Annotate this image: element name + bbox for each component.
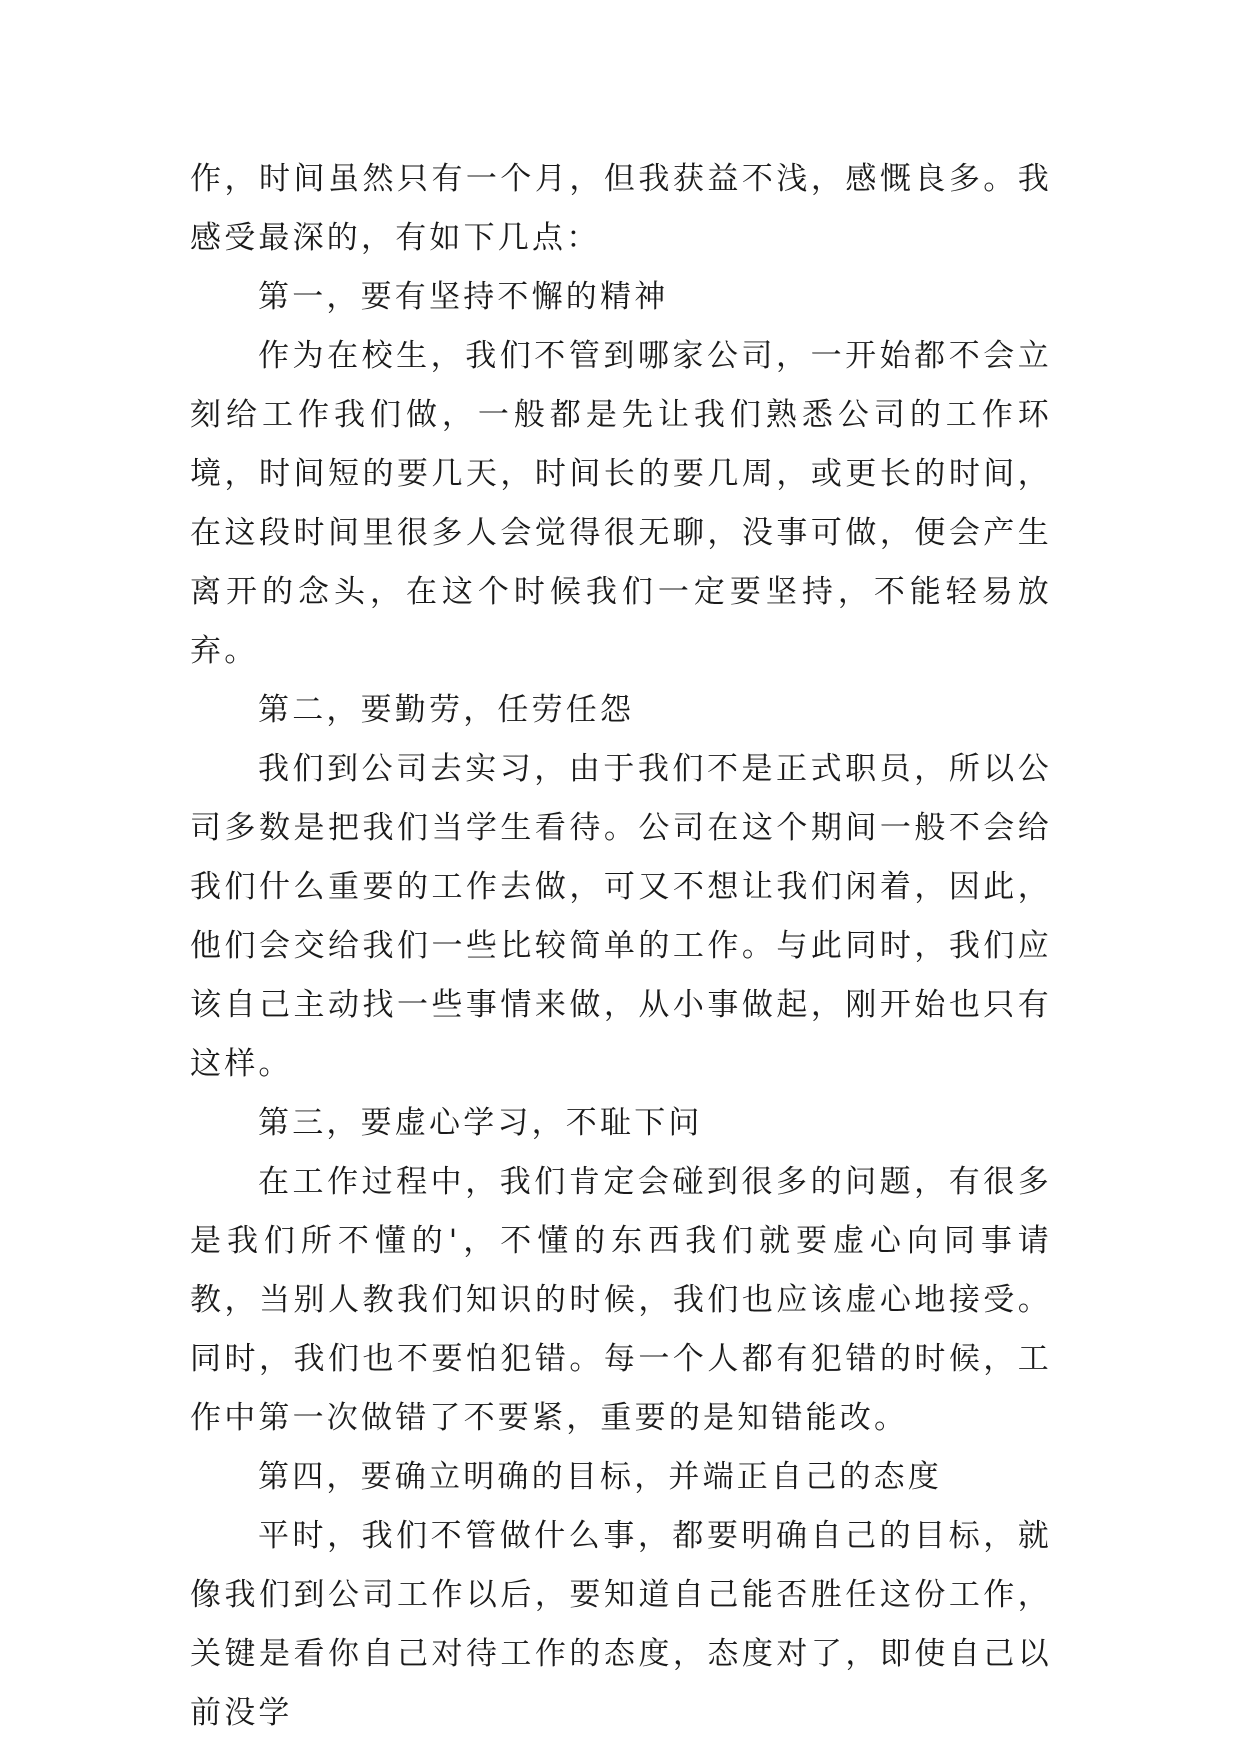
heading-point-two: 第二，要勤劳，任劳任怨 [258, 692, 635, 728]
paragraph-point-one: 作为在校生，我们不管到哪家公司，一开始都不会立刻给工作我们做，一般都是先让我们熟悉公司的工作环境，时间短的要几天，时间长的要几周，或更长的时间，在这段时间里很多人会觉得很无聊，没事可做，便会产生离开的念头，在这个时候我们一定要坚持，不能轻易放弃。 [190, 338, 1052, 669]
paragraph-continuation: 作，时间虽然只有一个月，但我获益不浅，感慨良多。我感受最深的，有如下几点： [190, 161, 1052, 256]
heading-point-four: 第四，要确立明确的目标，并端正自己的态度 [258, 1459, 942, 1495]
paragraph-point-three: 在工作过程中，我们肯定会碰到很多的问题，有很多是我们所不懂的'，不懂的东西我们就要虚心向同事请教，当别人教我们知识的时候，我们也应该虚心地接受。同时，我们也不要怕犯错。每一个人都有犯错的时候，工作中第一次做错了不要紧，重要的是知错能改。 [190, 1164, 1052, 1436]
paragraph-point-four: 平时，我们不管做什么事，都要明确自己的目标，就像我们到公司工作以后，要知道自己能否胜任这份工作，关键是看你自己对待工作的态度，态度对了，即使自己以前没学 [190, 1518, 1052, 1731]
heading-point-one: 第一，要有坚持不懈的精神 [258, 279, 669, 315]
paragraph-point-two: 我们到公司去实习，由于我们不是正式职员，所以公司多数是把我们当学生看待。公司在这个期间一般不会给我们什么重要的工作去做，可又不想让我们闲着，因此，他们会交给我们一些比较简单的工作。与此同时，我们应该自己主动找一些事情来做，从小事做起，刚开始也只有这样。 [190, 751, 1052, 1082]
document-body [190, 150, 1052, 1743]
heading-point-three: 第三，要虚心学习，不耻下问 [258, 1105, 703, 1141]
